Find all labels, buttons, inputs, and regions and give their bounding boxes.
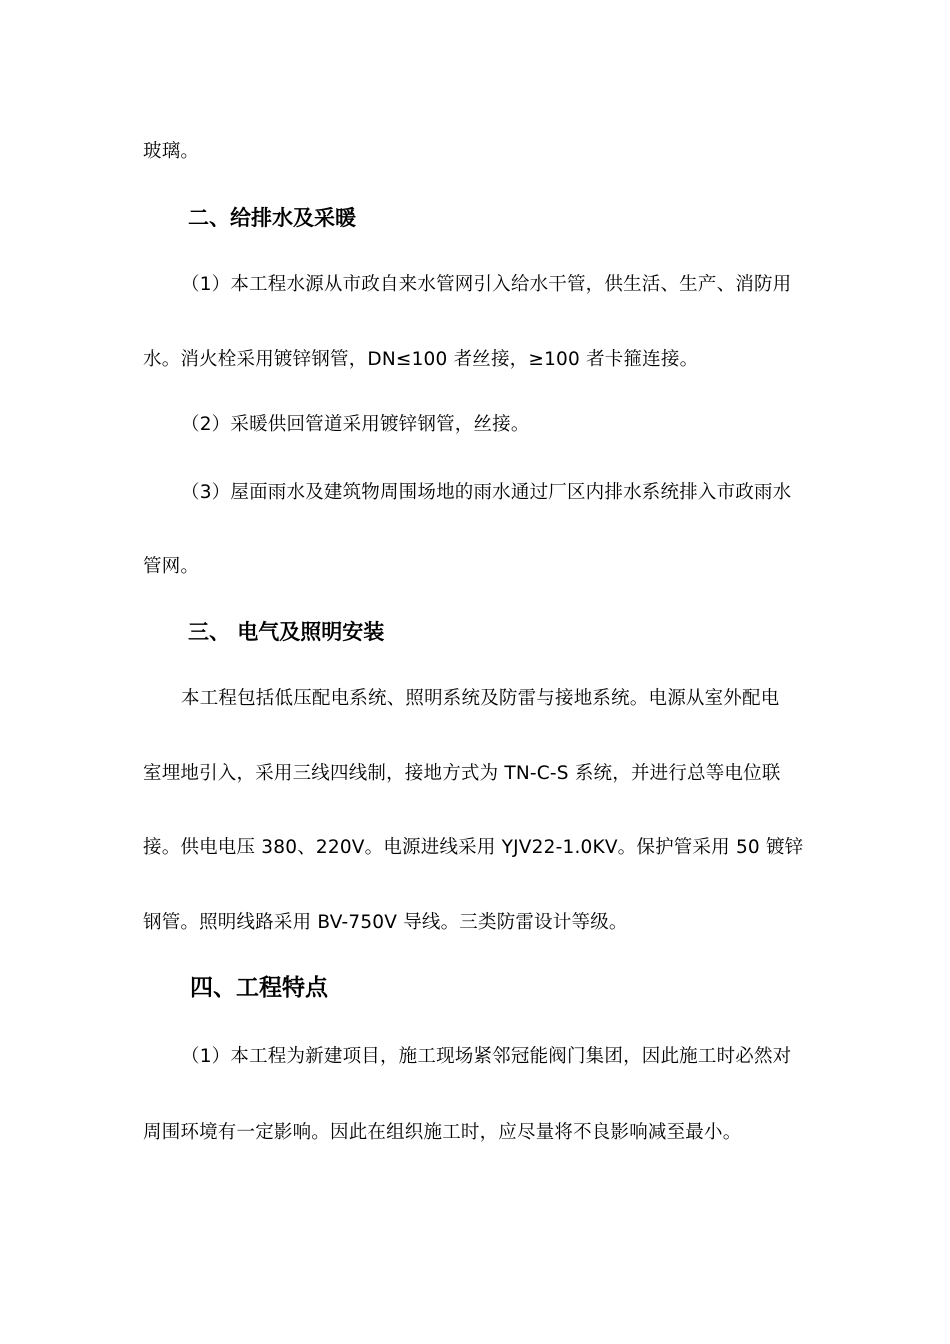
paragraph-line: 本工程包括低压配电系统、照明系统及防雷与接地系统。电源从室外配电	[181, 688, 780, 709]
section-heading-features: 四、工程特点	[190, 975, 328, 1001]
paragraph-line: 水。消火栓采用镀锌钢管，DN≤100 者丝接，≥100 者卡箍连接。	[143, 349, 699, 370]
section-heading-water: 二、给排水及采暖	[188, 206, 356, 230]
paragraph-line: （1）本工程为新建项目，施工现场紧邻冠能阀门集团，因此施工时必然对	[181, 1046, 792, 1067]
paragraph-line: （2）采暖供回管道采用镀锌钢管，丝接。	[181, 414, 530, 435]
paragraph-line: 玻璃。	[143, 141, 200, 162]
paragraph-line: 接。供电电压 380、220V。电源进线采用 YJV22-1.0KV。保护管采用 50 镀锌	[143, 837, 804, 858]
paragraph-line: （3）屋面雨水及建筑物周围场地的雨水通过厂区内排水系统排入市政雨水	[181, 482, 792, 503]
paragraph-line: 室埋地引入，采用三线四线制，接地方式为 TN-C-S 系统，并进行总等电位联	[143, 763, 781, 784]
paragraph-line: （1）本工程水源从市政自来水管网引入给水干管，供生活、生产、消防用	[181, 274, 792, 295]
paragraph-line: 周围环境有一定影响。因此在组织施工时，应尽量将不良影响减至最小。	[143, 1122, 742, 1143]
section-heading-electrical: 三、 电气及照明安装	[188, 620, 385, 644]
paragraph-line: 管网。	[143, 556, 200, 577]
paragraph-line: 钢管。照明线路采用 BV-750V 导线。三类防雷设计等级。	[143, 912, 628, 933]
